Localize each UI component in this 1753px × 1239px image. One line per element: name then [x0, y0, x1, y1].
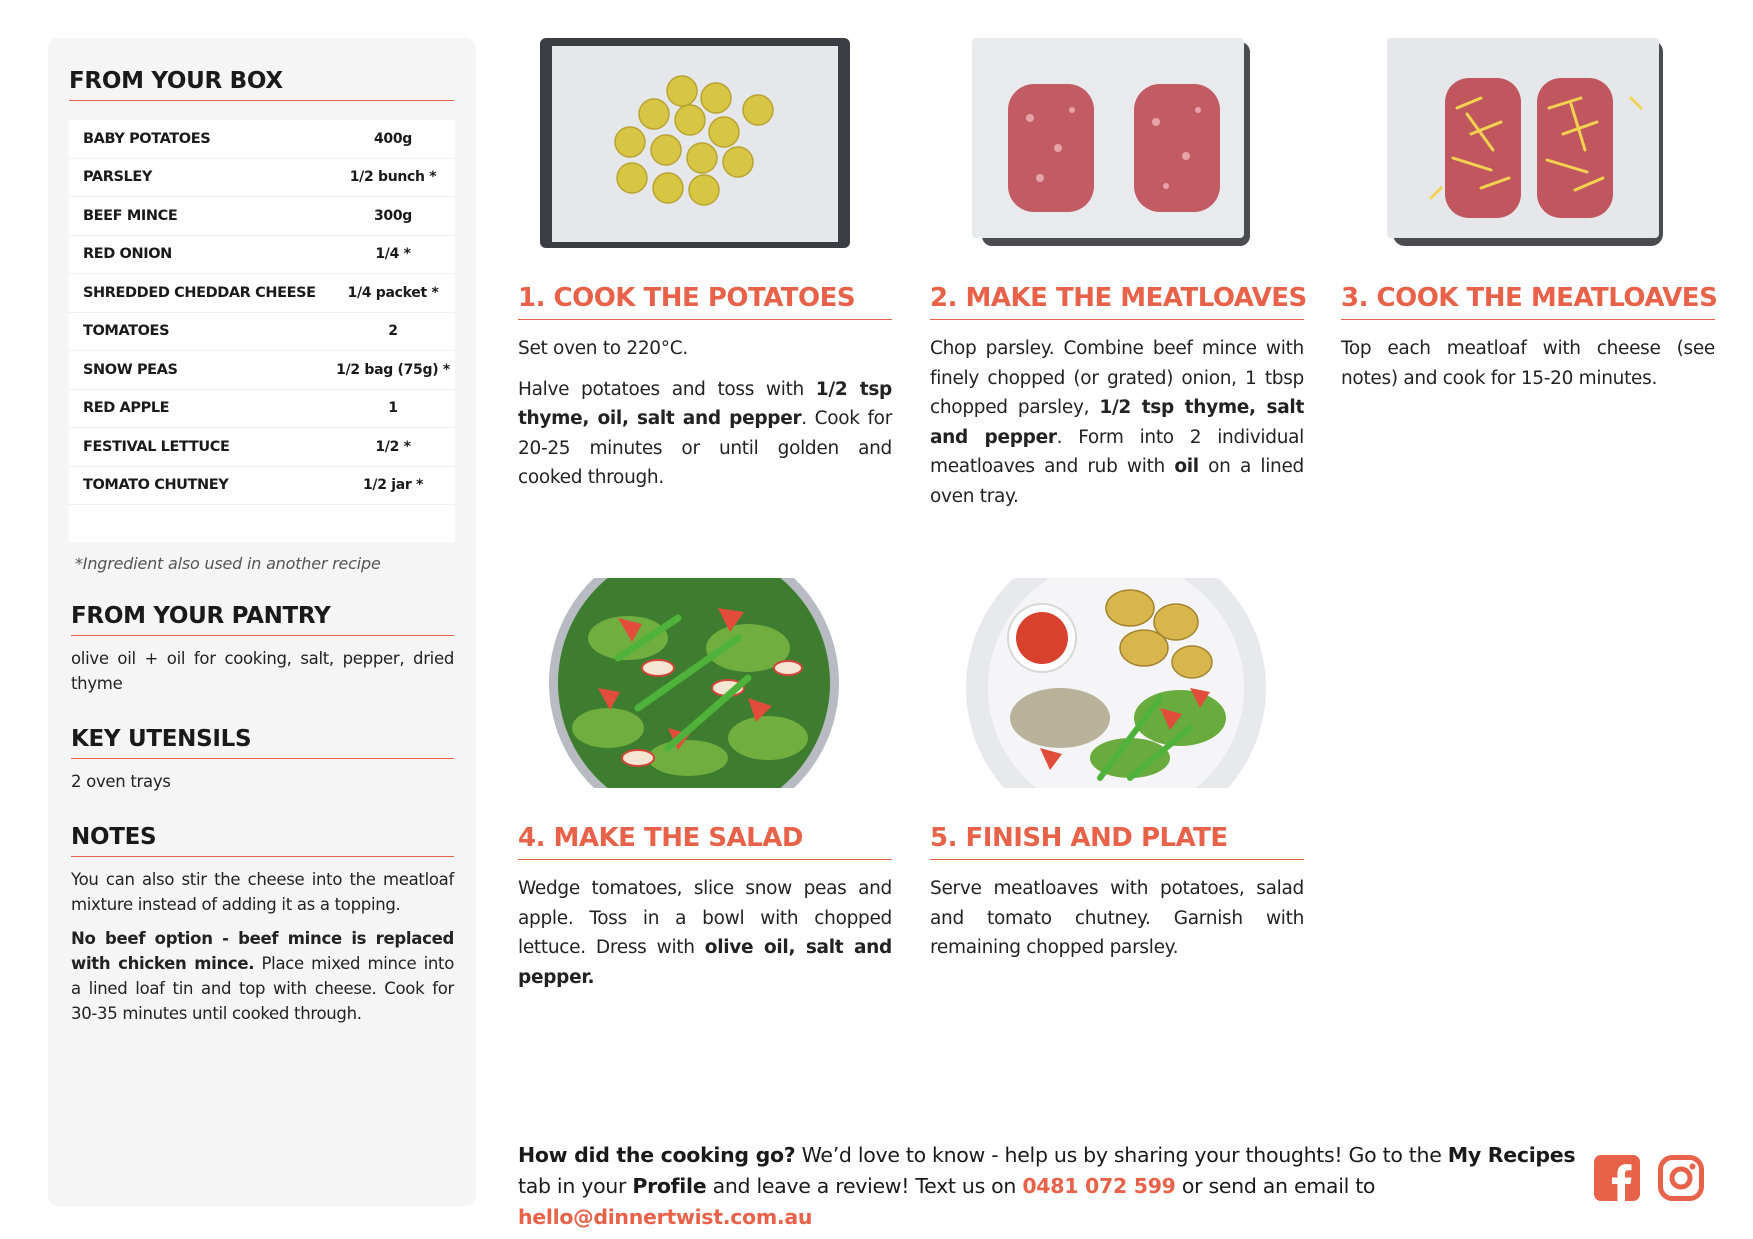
pantry-text: olive oil + oil for cooking, salt, pepper, dried thyme	[71, 649, 454, 693]
from-your-box-heading: FROM YOUR BOX	[69, 68, 454, 101]
step-5-title: 5. FINISH AND PLATE	[930, 823, 1304, 860]
ingredient-qty: 1/4 *	[375, 246, 411, 263]
ingredient-name: TOMATOES	[83, 323, 170, 340]
salad-bowl-image	[518, 578, 892, 788]
step-1	[518, 38, 892, 493]
ingredient-row	[69, 159, 455, 198]
ingredient-name: SNOW PEAS	[83, 361, 178, 378]
ingredients-table	[69, 120, 455, 542]
ingredient-qty: 1	[388, 400, 398, 417]
ingredient-row	[69, 351, 455, 390]
key-utensils-heading: KEY UTENSILS	[71, 726, 454, 759]
cheese-topped-meatloaves-image	[1341, 38, 1715, 248]
feedback-question: How did the cooking go?	[518, 1143, 796, 1167]
step-3-text: Top each meatloaf with cheese (see notes) and cook for 15-20 minutes.	[1341, 338, 1715, 389]
profile-label: Profile	[632, 1174, 707, 1198]
ingredient-row	[69, 390, 455, 429]
utensils-section	[69, 726, 454, 794]
ingredient-qty: 300g	[373, 207, 413, 224]
feedback-footer	[518, 1140, 1578, 1233]
ingredient-name: PARSLEY	[83, 169, 152, 186]
ingredient-qty: 1/2 *	[375, 438, 411, 455]
step-2-text-a: Chop parsley. Combine beef mince with finely chopped (or grated) onion, 1 tbsp chopped parsley,	[930, 338, 1304, 418]
step-4-text-a: Wedge tomatoes, slice snow peas and apple. Toss in a bowl with chopped lettuce. Dress with	[518, 878, 892, 958]
step-5	[930, 578, 1304, 963]
ingredient-qty: 1/4 packet *	[347, 284, 439, 301]
from-your-pantry-heading: FROM YOUR PANTRY	[71, 603, 454, 636]
step-4-title: 4. MAKE THE SALAD	[518, 823, 892, 860]
ingredient-qty: 1/2 bunch *	[349, 169, 437, 186]
step-2-text	[930, 334, 1304, 511]
ingredient-qty: 400g	[373, 130, 413, 147]
notes-text-1: You can also stir the cheese into the meatloaf mixture instead of adding it as a topping.	[71, 870, 454, 914]
step-4-body	[518, 874, 892, 992]
footer-text-2: tab in your	[518, 1174, 633, 1198]
instagram-icon[interactable]	[1658, 1155, 1704, 1201]
phone-link[interactable]: 0481 072 599	[1022, 1174, 1176, 1198]
step-4-text	[518, 874, 892, 992]
ingredient-footnote: *Ingredient also used in another recipe	[75, 554, 381, 573]
pantry-section	[69, 603, 454, 696]
step-3-title: 3. COOK THE MEATLOAVES	[1341, 283, 1715, 320]
step-1-text-2b: 1/2 tsp thyme, oil, salt and pepper	[518, 378, 892, 429]
notes-heading: NOTES	[71, 824, 454, 857]
step-1-title: 1. COOK THE POTATOES	[518, 283, 892, 320]
footer-text-4: or send an email to	[1175, 1174, 1376, 1198]
ingredient-row	[69, 313, 455, 352]
meatloaves-on-tray-image	[930, 38, 1304, 248]
ingredient-qty: 1/2 bag (75g) *	[336, 361, 450, 378]
email-link[interactable]: hello@dinnertwist.com.au	[518, 1205, 813, 1229]
ingredient-row	[69, 274, 455, 313]
ingredient-qty: 2	[388, 323, 398, 340]
footer-text-3: and leave a review! Text us on	[706, 1174, 1023, 1198]
utensils-text: 2 oven trays	[71, 772, 171, 791]
ingredients-sidebar	[48, 38, 476, 1206]
ingredient-row	[69, 236, 455, 275]
step-2-text-c: . Form into 2 individual meatloaves and rub with	[930, 426, 1304, 477]
notes-text-2	[71, 926, 454, 1026]
step-2-text-d: oil	[1174, 456, 1199, 477]
my-recipes-label: My Recipes	[1447, 1143, 1576, 1167]
step-2-body	[930, 334, 1304, 511]
step-3-body	[1341, 334, 1715, 393]
step-2-title: 2. MAKE THE MEATLOAVES	[930, 283, 1304, 320]
ingredient-name: SHREDDED CHEDDAR CHEESE	[83, 284, 316, 301]
plated-meal-image	[930, 578, 1304, 788]
notes-section	[69, 824, 454, 1026]
ingredient-name: BABY POTATOES	[83, 130, 211, 147]
step-5-body	[930, 874, 1304, 963]
step-1-text-2	[518, 375, 892, 493]
ingredient-row	[69, 120, 455, 159]
step-4-text-b: olive oil, salt and pepper.	[518, 937, 892, 988]
ingredient-row	[69, 428, 455, 467]
ingredient-name: RED APPLE	[83, 400, 170, 417]
step-1-text-1: Set oven to 220°C.	[518, 338, 688, 359]
ingredient-row	[69, 197, 455, 236]
step-1-body	[518, 334, 892, 493]
ingredient-row	[69, 467, 455, 506]
step-2-text-e: on a lined oven tray.	[930, 456, 1304, 507]
ingredient-name: RED ONION	[83, 246, 172, 263]
step-4	[518, 578, 892, 992]
step-1-text-2a: Halve potatoes and toss with	[518, 378, 816, 400]
step-3	[1341, 38, 1718, 393]
ingredient-name: BEEF MINCE	[83, 207, 178, 224]
ingredient-name: TOMATO CHUTNEY	[83, 477, 229, 494]
footer-text-1: We’d love to know - help us by sharing your thoughts! Go to the	[795, 1143, 1448, 1167]
step-1-text-2c: . Cook for 20-25 minutes or until golden and cooked through.	[518, 408, 892, 488]
ingredient-qty: 1/2 jar *	[362, 477, 424, 494]
notes-no-beef-option: No beef option - beef mince is replaced with chicken mince.	[71, 929, 454, 973]
step-5-text: Serve meatloaves with potatoes, salad and tomato chutney. Garnish with remaining chopped parsley.	[930, 878, 1304, 958]
notes-text-2-rest: Place mixed mince into a lined loaf tin and top with cheese. Cook for 30-35 minutes until cooked through.	[71, 954, 454, 1023]
ingredient-name: FESTIVAL LETTUCE	[83, 438, 230, 455]
step-2-text-b: 1/2 tsp thyme, salt and pepper	[930, 397, 1305, 448]
step-2	[930, 38, 1307, 511]
potatoes-on-tray-image	[518, 38, 892, 248]
facebook-icon[interactable]	[1594, 1155, 1640, 1201]
